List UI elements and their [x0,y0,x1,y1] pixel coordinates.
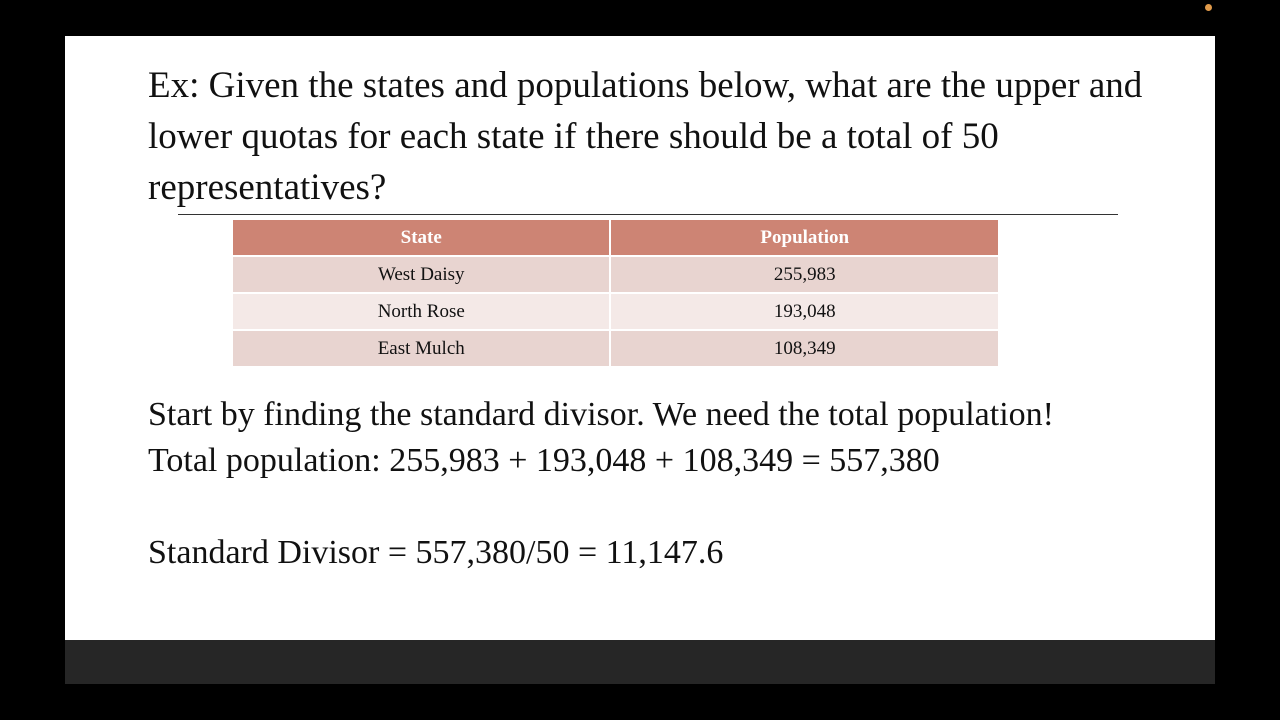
state-cell: East Mulch [233,330,610,367]
total-population-text: Total population: 255,983 + 193,048 + 108,349 = 557,380 [148,442,940,479]
video-bottom-bar [65,640,1215,684]
title-divider [178,214,1118,215]
header-state: State [233,220,610,256]
population-table [233,220,1000,368]
table-row [233,293,999,330]
instruction-text: Start by finding the standard divisor. We need the total population! [148,396,1054,433]
table-row [233,330,999,367]
standard-divisor-text: Standard Divisor = 557,380/50 = 11,147.6 [148,534,724,571]
table-header-row [233,220,999,256]
population-cell: 255,983 [610,256,999,293]
recording-indicator-icon [1205,4,1212,11]
slide-title: Ex: Given the states and populations below, what are the upper and lower quotas for each state if there should be a total of 50 representatives? [148,65,1143,208]
header-population: Population [610,220,999,256]
population-cell: 193,048 [610,293,999,330]
table-row [233,256,999,293]
population-cell: 108,349 [610,330,999,367]
state-cell: North Rose [233,293,610,330]
state-cell: West Daisy [233,256,610,293]
